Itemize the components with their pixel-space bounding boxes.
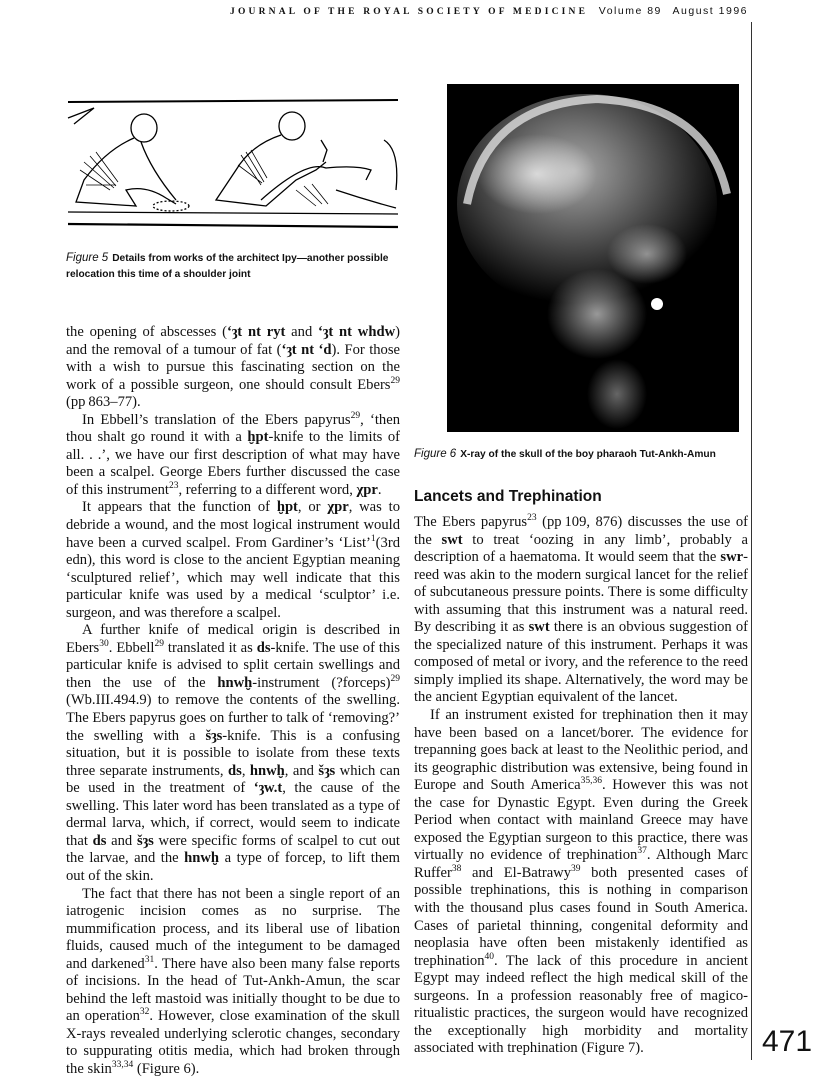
text-run: there is an obvious suggestion of the specialized nature of this instrument. Perhaps it was composed of metal or ivory, and the reference to the reed simply implied its shape. Alternatively, the word may be the ancient Egyptian equivalent of the lancet. [414,619,748,706]
text-run: . Ebbell [108,639,155,656]
text-run: -knife to the limits of all. . .’, we have our first description of what may have been a scalpel. George Ebers further discussed the case of this instrument [66,429,400,498]
transliteration-term: swr [720,549,744,566]
text-run: . However, close examination of the skull X-rays revealed underlying sclerotic changes, secondary to suppurating otitis media, which had broken through the skin [66,1008,400,1077]
right-column-text [414,514,748,1058]
figure-5-caption [66,250,401,283]
reference-number: 40 [484,951,495,962]
paragraph [414,514,748,707]
text-run: , ‘then thou shalt go round it with a [66,411,400,446]
transliteration-term: šȝs [318,762,336,779]
transliteration-term: hnwḫ [184,850,220,867]
transliteration-term: ‘ȝt nt whdw [318,324,396,340]
text-run: . However this was not the case for Dynastic Egypt. Even during the Greek Period when contact with mainland Greece may have exposed the Egyptian surgeon to this practice, there was virtually no evidence of trephination [414,777,748,864]
text-run: , referring to a different word, [178,481,357,498]
transliteration-term: ḫpt [276,499,298,516]
text-run: (Figure 6). [133,1060,200,1077]
paragraph [66,499,400,622]
transliteration-term: hnwḫ [217,674,253,691]
text-run: to treat ‘oozing in any limb’, probably a description of a haematoma. It would seem that the [414,531,748,566]
text-run: a type of forcep, to lift them out of the skin. [66,850,400,884]
caption-text: Details from works of the architect Ipy—another possible relocation this time of a shoulder joint [66,253,389,280]
figure-6-caption [414,446,754,463]
reference-number: 29 [350,410,361,421]
issue-date: August 1996 [672,5,748,17]
figure-6-xray-image [447,84,739,432]
paragraph [66,412,400,500]
text-run: were specific forms of scalpel to cut out the larvae, and the [66,832,400,867]
text-run: (3rd edn), this word is close to the ancient Egyptian meaning ‘sculptured relief’, which may well indicate that this particular knife was used by a medical ‘sculptor’ i.e. surgeon, and was therefore a scalpel. [66,534,400,621]
text-run: which can be used in the treatment of [66,762,400,797]
paragraph [66,622,400,885]
margin-rule [751,22,752,1060]
figure-5-drawing [66,90,400,230]
text-run: . [377,481,382,498]
reference-number: 38 [451,864,462,875]
text-run: ). For those with a wish to pursue this fascinating section on the work of a possible surgeon, one should consult Ebers [66,341,400,393]
paragraph [414,707,748,1058]
paragraph [66,324,400,412]
reference-number: 29 [154,638,164,649]
text-run: The fact that there has not been a single report of an iatrogenic incision comes as no surprise. The mummification process, and its liberal use of libation fluids, caused much of the integument to be damaged and darkened [66,885,400,972]
text-run: , and [284,762,319,779]
text-run: , was to debride a wound, and the most logical instrument would have been a curved scalpel. From Gardiner’s ‘List’ [66,499,400,551]
text-run: The Ebers papyrus [414,514,528,530]
text-run: . Although Marc Ruffer [414,847,748,881]
text-run: and [285,324,319,340]
transliteration-term: šȝs [136,832,154,849]
transliteration-term: hnwḫ [249,762,285,779]
text-run: -knife. This is a confusing situation, but it is possible to isolate from these texts three separate instruments, [66,727,400,779]
text-run: In Ebbell’s translation of the Ebers papyrus [82,411,351,428]
transliteration-term: swt [528,619,550,636]
transliteration-term: ‘ȝw.t [253,780,283,797]
text-run: . The lack of this procedure in ancient Egypt may indeed reflect the high medical skill of the surgeons. In a profession reasonably free of magico-ritualistic practices, the surgeon would have recognized the exceptionally high morbidity and mortality associated with trephination (Figure 7). [414,952,748,1057]
transliteration-term: ds [228,762,242,779]
caption-text: X-ray of the skull of the boy pharaoh Tut-Ankh-Amun [460,449,716,460]
reference-number: 23 [527,513,537,524]
transliteration-term: ds [92,832,107,849]
reference-number: 1 [370,533,376,544]
text-run: , the cause of the swelling. This later word has been translated as a type of dermal larva, which, if correct, would seem to indicate that [66,780,401,849]
section-heading: Lancets and Trephination [414,488,602,505]
transliteration-term: šȝs [205,727,223,744]
reference-number: 30 [99,638,109,649]
transliteration-term: ds [256,639,271,656]
journal-title: JOURNAL OF THE ROYAL SOCIETY OF MEDICINE [230,7,589,17]
text-run: (Wb.III.494.9) to remove the contents of the swelling. The Ebers papyrus goes on further to talk of ‘removing?’ the swelling with a [66,692,400,744]
reference-number: 23 [168,481,179,492]
running-header [230,5,748,17]
text-run: both presented cases of possible trephinations, this is nothing in comparison with the thousand plus cases found in South America. Cases of parietal thinning, congenital deformity and neoplasia have often been mistakenly identified as trephination [414,864,749,969]
transliteration-term: ‘ȝt nt ‘d [281,341,332,358]
text-run: . There have also been many false reports of incisions. In the head of Tut-Ankh-Amun, the scar behind the left mastoid was initially thought to be due to an operation [66,955,400,1025]
text-run: -knife. The use of this particular knife is advised to split certain swellings and then the use of the [66,639,400,691]
text-run: translated it as [163,639,257,656]
reference-number: 29 [390,375,400,386]
left-column-text [66,324,400,1079]
transliteration-term: ḫpt [247,429,269,446]
reference-number: 31 [144,954,155,965]
text-run: ) and the removal of a tumour of fat ( [66,324,400,358]
reference-number: 29 [390,674,401,685]
text-run: If an instrument existed for trephination then it may have been based on a lancet/borer. The evidence for trepanning goes back at least to the Neolithic period, and its geographic distribution was extensive, being found in Europe and South America [414,707,748,794]
figure-label: Figure 5 [66,252,109,264]
text-run: It appears that the function of [82,499,277,516]
text-run: -instrument (?forceps) [252,674,391,691]
paragraph [66,886,400,1079]
transliteration-term: χpr [327,499,349,516]
volume: Volume 89 [598,5,662,17]
text-run: (pp 109, 876) discusses the use of the [414,514,748,548]
text-run: , [241,762,250,779]
reference-number: 37 [637,846,647,857]
reference-number: 33,34 [111,1060,134,1071]
text-run: -reed was akin to the modern surgical lancet for the relief of subcutaneous pressure points. There is some difficulty with assuming that this instrument was a natural reed. By describing it as [414,549,748,636]
reference-number: 39 [571,864,581,875]
text-run: A further knife of medical origin is described in Ebers [66,622,400,656]
transliteration-term: ‘ȝt nt ryt [226,324,286,340]
reference-number: 35,36 [580,776,602,787]
reference-number: 32 [139,1007,150,1018]
transliteration-term: swt [441,531,463,548]
page-number: 471 [762,1025,813,1058]
text-run: and [106,832,137,849]
text-run: the opening of abscesses ( [66,324,227,340]
text-run: , or [297,499,328,516]
figure-label: Figure 6 [414,448,457,460]
text-run: and El-Batrawy [461,864,572,881]
transliteration-term: χpr [356,481,378,498]
text-run: (pp 863–77). [66,394,141,411]
